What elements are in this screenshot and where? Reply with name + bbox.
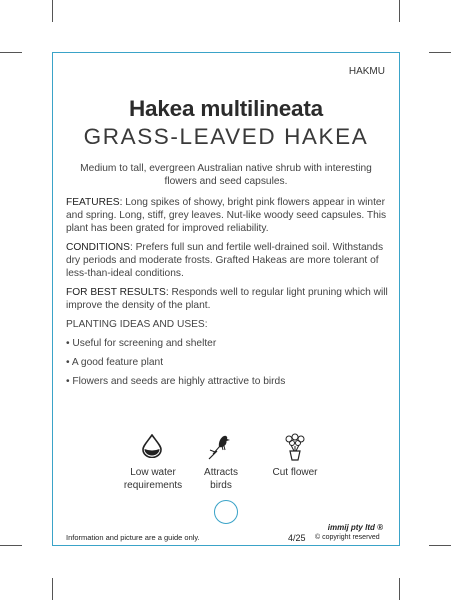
botanical-name: Hakea multilineata: [129, 96, 323, 121]
intro-text: Medium to tall, evergreen Australian native shrub with interesting flowers and seed capsules.: [80, 163, 372, 187]
conditions-text: : Prefers full sun and fertile well-drained soil. Withstands dry periods and moderate frosts. Grafted Hakeas are more tolerant of less-than-ideal conditions.: [66, 242, 384, 279]
crop-mark: [429, 52, 451, 53]
attracts-birds-label: Attracts birds: [204, 467, 238, 491]
conditions-paragraph: [66, 241, 389, 280]
features-text: Long spikes of showy, bright pink flowers appear in winter and spring. Long, stiff, grey leaves. Nut-like woody seed capsules. This plant has been grated for improved reliability.: [66, 197, 387, 234]
product-code: HAKMU: [348, 66, 385, 77]
features-paragraph: [66, 196, 389, 235]
list-item: • Flowers and seeds are highly attractive to birds: [66, 376, 286, 387]
bird-icon: [207, 432, 233, 460]
best-results-text: Responds well to regular light pruning which will improve the density of the plant.: [66, 287, 388, 311]
plant-label-card: [52, 52, 400, 546]
best-results-label: FOR BEST RESULTS:: [66, 287, 169, 298]
crop-mark: [52, 0, 53, 22]
low-water-label: Low water requirements: [123, 467, 183, 491]
conditions-label: CONDITIONS: [66, 242, 130, 253]
cut-flower-label: Cut flower: [272, 467, 318, 478]
water-drop-icon: [141, 434, 163, 458]
issue-code: 4/25: [288, 533, 306, 543]
features-label: FEATURES:: [66, 197, 123, 208]
crop-mark: [0, 545, 22, 546]
crop-mark: [399, 0, 400, 22]
description-body: [66, 196, 389, 394]
copyright-notice: © copyright reserved: [315, 534, 380, 541]
common-name: GRASS-LEAVED HAKEA: [83, 124, 369, 149]
crop-mark: [399, 578, 400, 600]
crop-mark: [429, 545, 451, 546]
disclaimer: Information and picture are a guide only.: [66, 533, 200, 542]
crop-mark: [0, 52, 22, 53]
brand-logo: immij pty ltd ®: [327, 523, 383, 532]
planting-heading: PLANTING IDEAS AND USES:: [66, 319, 208, 330]
blank-circle: [214, 500, 238, 524]
crop-mark: [52, 578, 53, 600]
list-item: • Useful for screening and shelter: [66, 338, 217, 349]
list-item: • A good feature plant: [66, 357, 164, 368]
best-results-paragraph: [66, 286, 389, 312]
cut-flower-icon: [281, 433, 309, 461]
uses-list: [66, 337, 389, 388]
